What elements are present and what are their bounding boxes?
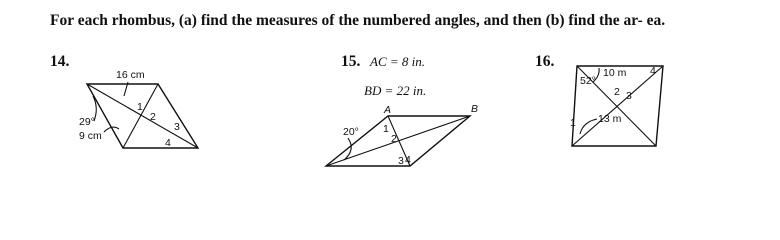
angle-1-label: 1 bbox=[137, 101, 143, 113]
side-length-label: 16 cm bbox=[116, 69, 145, 81]
segment-13-label: 13 m bbox=[598, 113, 622, 125]
angle-3-label: 3 bbox=[174, 121, 180, 133]
angle-4-label: 4 bbox=[165, 137, 171, 149]
problem-14-number: 14. bbox=[50, 53, 70, 70]
angle-2-label: 2 bbox=[391, 133, 397, 145]
side-length-label: 10 m bbox=[603, 67, 627, 79]
angle-1-label: 1 bbox=[570, 117, 576, 129]
problem-15-number: 15. bbox=[341, 53, 361, 70]
angle-4-label: 4 bbox=[405, 154, 411, 166]
given-ac: AC = 8 in. bbox=[370, 54, 425, 69]
angle-3-label: 3 bbox=[626, 90, 632, 102]
angle-29-label: 29° bbox=[79, 116, 95, 128]
segment-9-label: 9 cm bbox=[79, 130, 102, 142]
instructions: For each rhombus, (a) find the measures of the numbered angles, and then (b) find the ar- ea. bbox=[50, 12, 666, 29]
angle-2-label: 2 bbox=[614, 86, 620, 98]
problem-16-number: 16. bbox=[535, 53, 555, 70]
angle-20-label: 20° bbox=[343, 126, 359, 138]
angle-4-label: 4 bbox=[650, 65, 656, 77]
angle-52-label: 52° bbox=[580, 75, 596, 87]
angle-2-label: 2 bbox=[150, 111, 156, 123]
vertex-a-label: A bbox=[384, 104, 392, 116]
given-bd: BD = 22 in. bbox=[364, 83, 427, 98]
angle-1-label: 1 bbox=[383, 123, 389, 135]
angle-3-label: 3 bbox=[398, 155, 404, 167]
vertex-b-label: B bbox=[471, 103, 479, 115]
